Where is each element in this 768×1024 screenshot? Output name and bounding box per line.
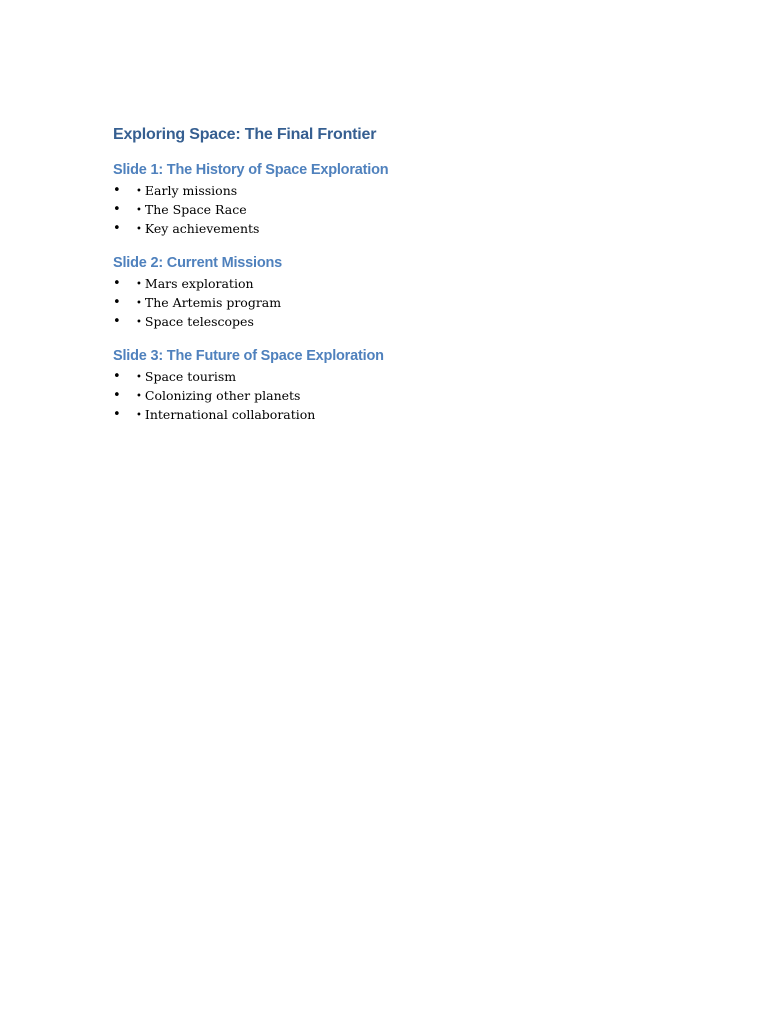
bullet-icon: •	[113, 369, 121, 384]
list-item	[113, 367, 673, 386]
bullet-icon: •	[113, 221, 121, 236]
inline-bullet-icon: •	[136, 186, 142, 197]
list-item	[113, 200, 673, 219]
list-item	[113, 219, 673, 238]
document-body	[113, 124, 673, 424]
slide-3-section	[113, 346, 673, 424]
inline-bullet-icon: •	[136, 372, 142, 383]
inline-bullet-icon: •	[136, 205, 142, 216]
bullet-icon: •	[113, 314, 121, 329]
inline-bullet-icon: •	[136, 410, 142, 421]
slide-1-heading: Slide 1: The History of Space Exploration	[113, 162, 389, 178]
list-item-text: Space telescopes	[144, 314, 254, 329]
list-item-text: International collaboration	[144, 407, 316, 422]
bullet-icon: •	[113, 407, 121, 422]
list-item	[113, 293, 673, 312]
inline-bullet-icon: •	[136, 391, 142, 402]
list-item	[113, 386, 673, 405]
bullet-icon: •	[113, 202, 121, 217]
bullet-icon: •	[113, 295, 121, 310]
slide-2-section	[113, 253, 673, 331]
slide-1-bullet-list	[113, 181, 673, 238]
inline-bullet-icon: •	[136, 224, 142, 235]
list-item	[113, 312, 673, 331]
list-item-text: The Space Race	[144, 202, 247, 217]
list-item	[113, 405, 673, 424]
list-item-text: Space tourism	[144, 369, 237, 384]
list-item-text: Key achievements	[144, 221, 260, 236]
inline-bullet-icon: •	[136, 279, 142, 290]
bullet-icon: •	[113, 276, 121, 291]
document-title: Exploring Space: The Final Frontier	[113, 126, 377, 143]
list-item	[113, 274, 673, 293]
slide-3-heading: Slide 3: The Future of Space Exploration	[113, 348, 384, 364]
inline-bullet-icon: •	[136, 317, 142, 328]
slide-1-section	[113, 160, 673, 238]
list-item-text: Early missions	[144, 183, 238, 198]
list-item-text: Mars exploration	[144, 276, 254, 291]
bullet-icon: •	[113, 388, 121, 403]
inline-bullet-icon: •	[136, 298, 142, 309]
list-item	[113, 181, 673, 200]
slide-2-bullet-list	[113, 274, 673, 331]
bullet-icon: •	[113, 183, 121, 198]
list-item-text: Colonizing other planets	[144, 388, 301, 403]
list-item-text: The Artemis program	[144, 295, 282, 310]
slide-2-heading: Slide 2: Current Missions	[113, 255, 283, 271]
slide-3-bullet-list	[113, 367, 673, 424]
